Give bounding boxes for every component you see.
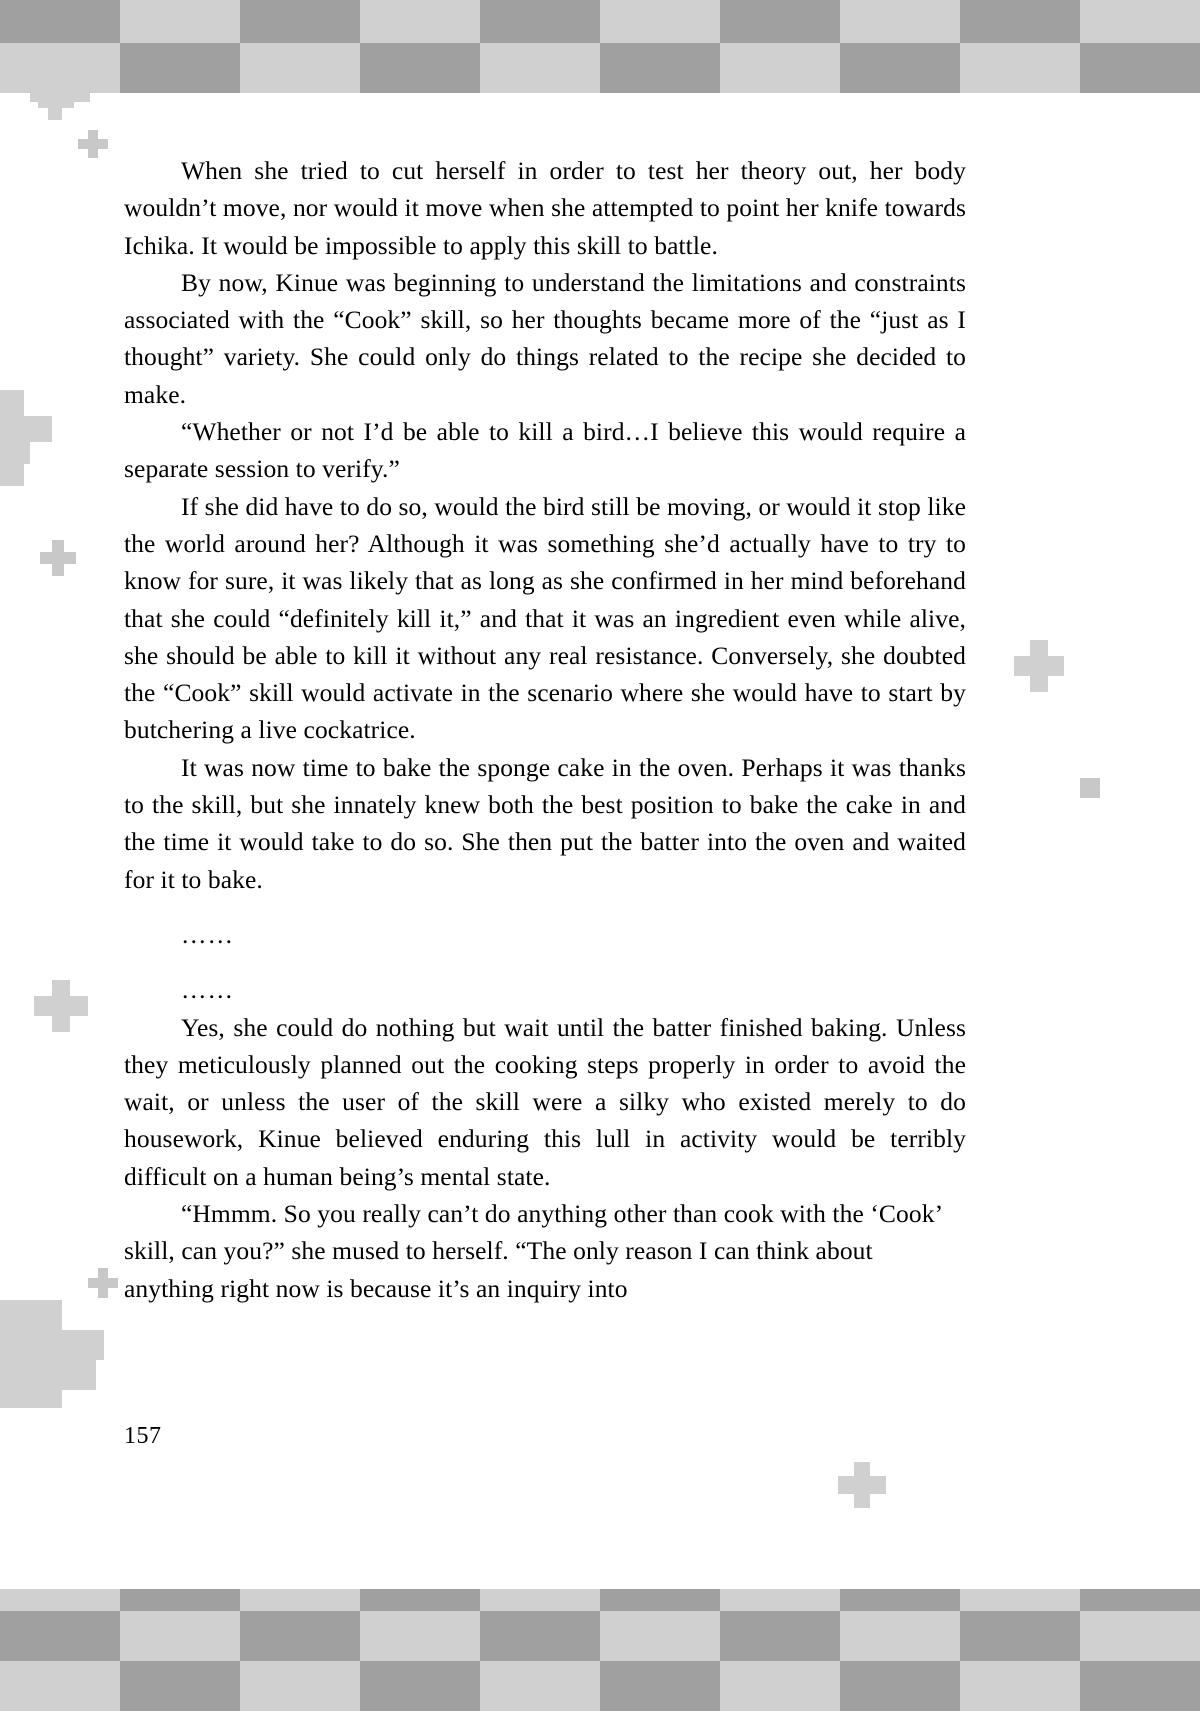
checker-row (0, 0, 1200, 43)
checker-cell (720, 1611, 840, 1661)
checker-cell (0, 1589, 120, 1611)
paragraph: “Whether or not I’d be able to kill a bird…I believe this would require a separate session to verify.” (124, 417, 966, 484)
checker-cell (360, 43, 480, 93)
checker-cell (600, 43, 720, 93)
checker-cell (600, 1589, 720, 1611)
top-checkerboard-border (0, 0, 1200, 93)
checker-cell (240, 43, 360, 93)
checker-cell (960, 1661, 1080, 1711)
ellipsis-line: …… (181, 975, 234, 1005)
paragraph-spacer (124, 898, 966, 916)
checker-row (0, 1611, 1200, 1661)
pixel-cross-decoration (34, 980, 88, 1032)
paragraph-spacer (124, 953, 966, 971)
pixel-cross-decoration (838, 1462, 886, 1508)
checker-cell (1080, 43, 1200, 93)
checker-cell (240, 1589, 360, 1611)
checker-cell (120, 43, 240, 93)
paragraph: “Hmmm. So you really can’t do anything other than cook with the ‘Cook’ skill, can you?” she mused to herself. “The only reason I can think about anything right now is because it’s an inquiry into (124, 1199, 942, 1303)
paragraph: Yes, she could do nothing but wait until the batter finished baking. Unless they meticulously planned out the cooking steps properly in order to avoid the wait, or unless the user of the skill were a silky who existed merely to do housework, Kinue believed enduring this lull in activity would be terribly difficult on a human being’s mental state. (124, 1012, 966, 1191)
checker-cell (720, 1589, 840, 1611)
checker-cell (720, 1661, 840, 1711)
checker-cell (1080, 1661, 1200, 1711)
checker-cell (240, 1611, 360, 1661)
pixel-cross-decoration (0, 390, 52, 486)
checker-cell (1080, 0, 1200, 43)
checker-cell (600, 0, 720, 43)
pixel-cross-decoration (1014, 640, 1064, 692)
paragraph: It was now time to bake the sponge cake in the oven. Perhaps it was thanks to the skill, but she innately knew both the best position to bake the cake in and the time it would take to do so. She then put the batter into the oven and waited for it to bake. (124, 752, 966, 894)
checker-cell (0, 1611, 120, 1661)
checker-cell (0, 0, 120, 43)
checker-cell (240, 0, 360, 43)
paragraph: If she did have to do so, would the bird still be moving, or would it stop like the world around her? Although it was something she’d actually have to try to know for sure, it was likely that as long as she confirmed in her mind beforehand that she could “definitely kill it,” and that it was an ingredient even while alive, she should be able to kill it without any real resistance. Conversely, she doubted the “Cook” skill would activate in the scenario where she would have to start by butchering a live cockatrice. (124, 491, 966, 745)
checker-cell (840, 43, 960, 93)
checker-cell (480, 43, 600, 93)
checker-cell (480, 0, 600, 43)
checker-cell (360, 1611, 480, 1661)
checker-cell (0, 1661, 120, 1711)
pixel-square-decoration (1080, 778, 1100, 798)
checker-cell (0, 43, 120, 93)
checker-row (0, 43, 1200, 93)
checker-cell (120, 1589, 240, 1611)
checker-cell (480, 1661, 600, 1711)
checker-cell (960, 1589, 1080, 1611)
checker-cell (360, 0, 480, 43)
checker-cell (360, 1589, 480, 1611)
checker-cell (960, 1611, 1080, 1661)
paragraph: By now, Kinue was beginning to understand the limitations and constraints associated with the “Cook” skill, so her thoughts became more of the “just as I thought” variety. She could only do things related to the recipe she decided to make. (124, 267, 966, 409)
checker-cell (240, 1661, 360, 1711)
pixel-cross-decoration (0, 1300, 120, 1408)
checker-cell (480, 1611, 600, 1661)
checker-cell (960, 43, 1080, 93)
checker-cell (840, 0, 960, 43)
checker-cell (480, 1589, 600, 1611)
bottom-checkerboard-border (0, 1589, 1200, 1711)
checker-cell (120, 1661, 240, 1711)
paragraph: When she tried to cut herself in order to test her theory out, her body wouldn’t move, nor would it move when she attempted to point her knife towards Ichika. It would be impossible to apply this skill to battle. (124, 156, 966, 260)
checker-cell (720, 0, 840, 43)
checker-row (0, 1589, 1200, 1611)
page-text-column (124, 152, 966, 1307)
checker-row (0, 1661, 1200, 1711)
checker-cell (720, 43, 840, 93)
pixel-cross-decoration (88, 1268, 118, 1298)
checker-cell (840, 1589, 960, 1611)
checker-cell (840, 1611, 960, 1661)
checker-cell (360, 1661, 480, 1711)
pixel-cross-decoration (40, 540, 76, 576)
checker-cell (120, 0, 240, 43)
checker-cell (840, 1661, 960, 1711)
checker-cell (120, 1611, 240, 1661)
pixel-cross-decoration (78, 130, 108, 158)
checker-cell (1080, 1611, 1200, 1661)
checker-cell (600, 1661, 720, 1711)
checker-cell (1080, 1589, 1200, 1611)
ellipsis-line: …… (181, 919, 234, 949)
checker-cell (960, 0, 1080, 43)
checker-cell (600, 1611, 720, 1661)
page-number: 157 (124, 1423, 162, 1449)
